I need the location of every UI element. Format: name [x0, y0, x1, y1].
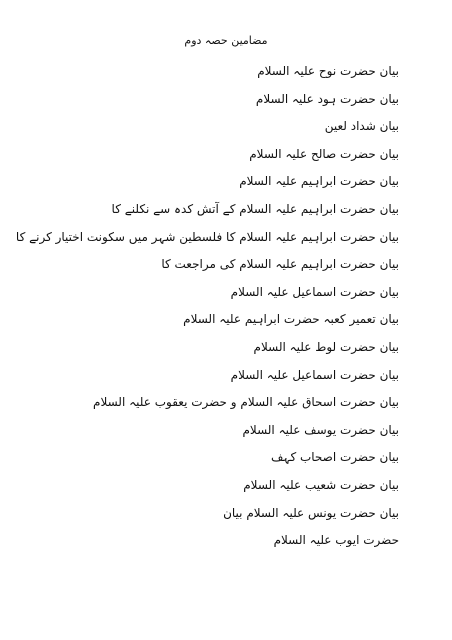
contents-entry: بیان حضرت اسماعیل علیہ السلام: [230, 284, 399, 299]
contents-entry: بیان حضرت اسحاق علیہ السلام و حضرت یعقوب علیہ السلام: [93, 395, 399, 410]
contents-entry: بیان حضرت اسماعیل علیہ السلام: [230, 367, 399, 382]
contents-entry: بیان حضرت ابراہیم علیہ السلام کی مراجعت کا: [161, 257, 399, 272]
contents-entry: بیان حضرت یونس علیہ السلام بیان: [223, 505, 399, 520]
contents-entry: بیان حضرت یوسف علیہ السلام: [242, 422, 399, 437]
contents-entry: حضرت ایوب علیہ السلام: [273, 533, 399, 548]
contents-entry: بیان حضرت ابراہیم علیہ السلام کے آتش کدہ سے نکلنے کا: [111, 201, 399, 216]
contents-entry: بیان حضرت ابراہیم علیہ السلام: [239, 174, 399, 189]
contents-entry: بیان حضرت نوح علیہ السلام: [257, 64, 399, 78]
contents-entry: بیان حضرت شعیب علیہ السلام: [243, 477, 399, 492]
contents-entry: بیان تعمیر کعبہ حضرت ابراہیم علیہ السلام: [183, 312, 399, 327]
contents-entry: بیان حضرت ہود علیہ السلام: [255, 91, 399, 106]
contents-entry: بیان حضرت اصحاب کہف: [270, 450, 399, 465]
contents-entry: بیان شداد لعین: [324, 119, 399, 134]
contents-entry: بیان حضرت ابراہیم علیہ السلام کا فلسطین شہر میں سکونت اختیار کرنے کا: [15, 229, 399, 244]
contents-entry: بیان حضرت صالح علیہ السلام: [249, 146, 399, 161]
contents-entry: بیان حضرت لوط علیہ السلام: [253, 339, 399, 354]
contents-list: [15, 58, 399, 555]
page-heading: مضامین حصہ دوم: [184, 34, 268, 47]
